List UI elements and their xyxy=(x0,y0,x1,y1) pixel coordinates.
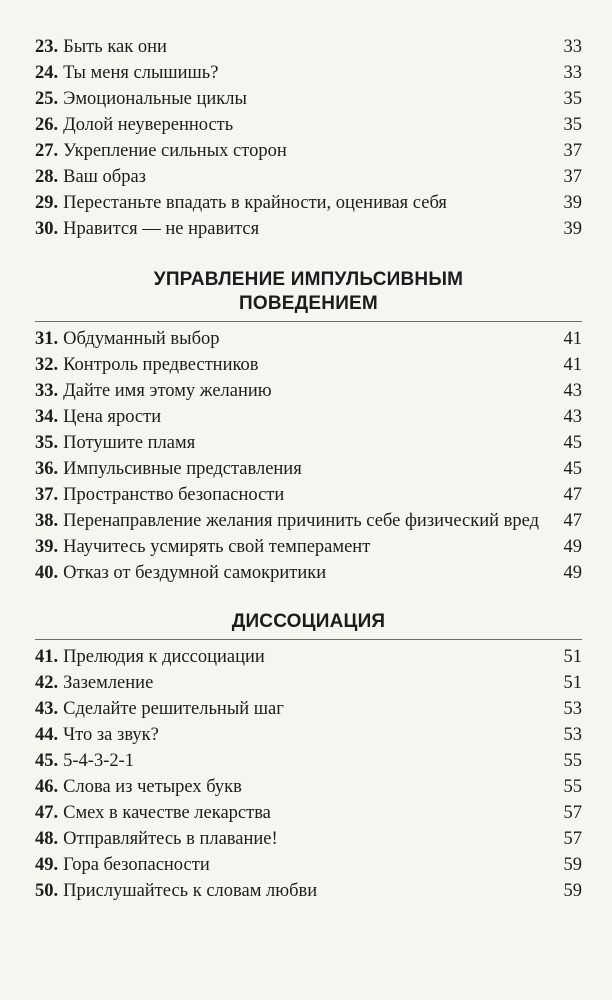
entry-page: 39 xyxy=(563,219,582,239)
entry-title: Быть как они xyxy=(63,37,167,57)
toc-entry xyxy=(35,112,582,138)
entry-page: 49 xyxy=(563,537,582,557)
entry-page: 57 xyxy=(563,829,582,849)
toc-section xyxy=(35,610,582,904)
section-spacer xyxy=(35,242,582,268)
toc-entry xyxy=(35,560,582,586)
section-heading xyxy=(35,268,582,316)
entry-number: 45. xyxy=(35,751,59,771)
entry-page: 47 xyxy=(563,511,582,531)
toc-entry xyxy=(35,86,582,112)
entry-number: 50. xyxy=(35,881,59,901)
section-heading-line: УПРАВЛЕНИЕ ИМПУЛЬСИВНЫМ xyxy=(153,269,464,290)
entry-number: 49. xyxy=(35,855,59,875)
toc-entry xyxy=(35,508,582,534)
entry-number: 34. xyxy=(35,407,59,427)
toc-entry xyxy=(35,430,582,456)
entry-page: 39 xyxy=(563,193,582,213)
entry-page: 35 xyxy=(563,115,582,135)
toc-entry xyxy=(35,644,582,670)
entry-number: 42. xyxy=(35,673,59,693)
entry-number: 47. xyxy=(35,803,59,823)
entry-number: 27. xyxy=(35,141,59,161)
entry-title: Нравится — не нравится xyxy=(63,219,260,239)
entry-page: 55 xyxy=(563,751,582,771)
entry-title: Ваш образ xyxy=(63,167,146,187)
entry-number: 33. xyxy=(35,381,59,401)
toc-entry xyxy=(35,34,582,60)
entry-page: 47 xyxy=(563,485,582,505)
entry-page: 49 xyxy=(563,563,582,583)
toc-entry xyxy=(35,826,582,852)
entry-page: 59 xyxy=(563,881,582,901)
toc-entry xyxy=(35,326,582,352)
entry-title: Гора безопасности xyxy=(63,855,210,875)
section-heading-line: ПОВЕДЕНИЕМ xyxy=(239,293,378,314)
entry-title: Что за звук? xyxy=(63,725,159,745)
entry-number: 40. xyxy=(35,563,59,583)
entry-number: 37. xyxy=(35,485,59,505)
section-heading-line: ДИССОЦИАЦИЯ xyxy=(231,611,386,632)
entry-title: Импульсивные представления xyxy=(63,459,302,479)
section-divider xyxy=(35,321,582,322)
entry-title: Прелюдия к диссоциации xyxy=(63,647,265,667)
entry-number: 29. xyxy=(35,193,59,213)
entry-page: 35 xyxy=(563,89,582,109)
entry-title: Долой неуверенность xyxy=(63,115,234,135)
toc-entry xyxy=(35,748,582,774)
entry-page: 51 xyxy=(563,673,582,693)
toc-entry xyxy=(35,216,582,242)
entry-number: 31. xyxy=(35,329,59,349)
entry-title: 5-4-3-2-1 xyxy=(63,751,135,771)
toc-entry xyxy=(35,164,582,190)
entry-page: 41 xyxy=(563,329,582,349)
entry-number: 39. xyxy=(35,537,59,557)
toc-page xyxy=(35,34,582,904)
entry-title: Отправляйтесь в плавание! xyxy=(63,829,278,849)
toc-entry xyxy=(35,482,582,508)
entry-number: 28. xyxy=(35,167,59,187)
entry-page: 55 xyxy=(563,777,582,797)
entry-number: 44. xyxy=(35,725,59,745)
entry-title: Потушите пламя xyxy=(63,433,196,453)
entry-title: Обдуманный выбор xyxy=(63,329,220,349)
entry-title: Эмоциональные циклы xyxy=(63,89,247,109)
entry-number: 24. xyxy=(35,63,59,83)
toc-entry xyxy=(35,774,582,800)
entry-number: 41. xyxy=(35,647,59,667)
entry-number: 35. xyxy=(35,433,59,453)
entry-page: 51 xyxy=(563,647,582,667)
entry-page: 37 xyxy=(563,167,582,187)
entry-title: Сделайте решительный шаг xyxy=(63,699,284,719)
entry-title: Контроль предвестников xyxy=(63,355,259,375)
toc-entry xyxy=(35,456,582,482)
entry-page: 53 xyxy=(563,725,582,745)
entry-title: Пространство безопасности xyxy=(63,485,285,505)
entry-page: 43 xyxy=(563,407,582,427)
toc-entry xyxy=(35,60,582,86)
entry-number: 32. xyxy=(35,355,59,375)
entry-page: 45 xyxy=(563,459,582,479)
entry-title: Слова из четырех букв xyxy=(63,777,242,797)
entry-number: 23. xyxy=(35,37,59,57)
entry-page: 57 xyxy=(563,803,582,823)
entry-page: 33 xyxy=(563,37,582,57)
toc-entry xyxy=(35,404,582,430)
entry-title: Отказ от бездумной самокритики xyxy=(63,563,327,583)
entry-page: 33 xyxy=(563,63,582,83)
toc-entry xyxy=(35,378,582,404)
toc-entry xyxy=(35,534,582,560)
entry-title: Научитесь усмирять свой темперамент xyxy=(63,537,371,557)
toc-section xyxy=(35,34,582,242)
toc-entry xyxy=(35,190,582,216)
toc-entry xyxy=(35,138,582,164)
entry-page: 53 xyxy=(563,699,582,719)
section-spacer xyxy=(35,586,582,610)
entry-number: 46. xyxy=(35,777,59,797)
toc-entry xyxy=(35,670,582,696)
section-divider xyxy=(35,639,582,640)
entry-number: 48. xyxy=(35,829,59,849)
toc-entry xyxy=(35,878,582,904)
entry-title: Перенаправление желания причинить себе физический вред xyxy=(63,511,540,531)
toc-entry xyxy=(35,800,582,826)
entry-number: 43. xyxy=(35,699,59,719)
toc-section xyxy=(35,268,582,586)
entry-title: Дайте имя этому желанию xyxy=(63,381,272,401)
entry-page: 41 xyxy=(563,355,582,375)
entry-number: 26. xyxy=(35,115,59,135)
section-heading xyxy=(35,610,582,634)
toc-entry xyxy=(35,696,582,722)
entry-title: Прислушайтесь к словам любви xyxy=(63,881,318,901)
entry-title: Ты меня слышишь? xyxy=(63,63,219,83)
entry-number: 30. xyxy=(35,219,59,239)
entry-number: 25. xyxy=(35,89,59,109)
toc-entry xyxy=(35,852,582,878)
entry-title: Смех в качестве лекарства xyxy=(63,803,271,823)
toc-entry xyxy=(35,352,582,378)
entry-title: Укрепление сильных сторон xyxy=(63,141,287,161)
entry-page: 59 xyxy=(563,855,582,875)
entry-title: Цена ярости xyxy=(63,407,162,427)
entry-title: Заземление xyxy=(63,673,154,693)
entry-page: 43 xyxy=(563,381,582,401)
entry-title: Перестаньте впадать в крайности, оценивая себя xyxy=(63,193,447,213)
entry-number: 36. xyxy=(35,459,59,479)
entry-page: 37 xyxy=(563,141,582,161)
entry-page: 45 xyxy=(563,433,582,453)
toc-entry xyxy=(35,722,582,748)
entry-number: 38. xyxy=(35,511,59,531)
